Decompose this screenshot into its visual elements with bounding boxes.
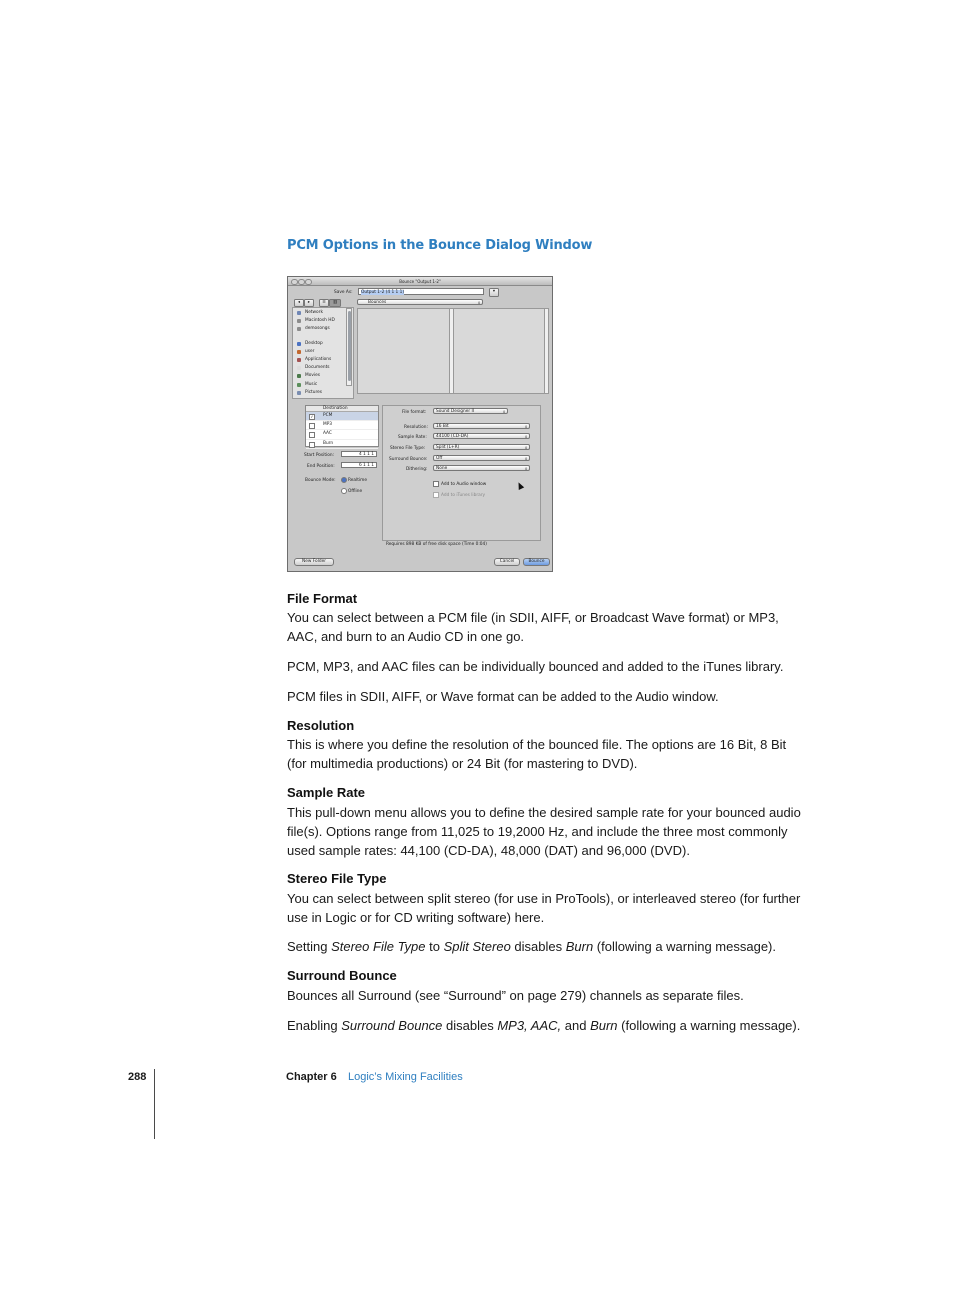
sidebar-item[interactable]: user bbox=[294, 348, 348, 356]
list-view-icon[interactable]: ≡ bbox=[319, 299, 329, 307]
add-to-audio-window-label: Add to Audio window bbox=[441, 482, 487, 487]
bounce-button[interactable]: Bounce bbox=[523, 558, 550, 566]
window-titlebar bbox=[288, 277, 552, 286]
file-format-heading: File Format bbox=[287, 591, 358, 606]
resolution-paragraph: This is where you define the resolution of the bounced file. The options are 16 Bit, 8 Bit (for multimedia productions) or 24 Bit (for mastering to DVD). bbox=[287, 737, 787, 771]
sidebar-scrollbar[interactable] bbox=[346, 308, 352, 386]
realtime-radio[interactable] bbox=[341, 477, 347, 483]
pictures-icon bbox=[297, 391, 301, 395]
window-title: Bounce "Output 1-2" bbox=[399, 278, 441, 284]
bounce-mode-label: Bounce Mode: bbox=[305, 478, 336, 483]
forward-button[interactable]: ▸ bbox=[304, 299, 314, 307]
file-format-paragraph: PCM files in SDII, AIFF, or Wave format can be added to the Audio window. bbox=[287, 689, 719, 704]
add-to-itunes-label: Add to iTunes library bbox=[441, 493, 486, 498]
column-view-icon[interactable]: ▥ bbox=[329, 299, 341, 307]
resolution-heading: Resolution bbox=[287, 718, 355, 733]
aac-checkbox[interactable] bbox=[309, 432, 315, 438]
surround-bounce-paragraph: Enabling Surround Bounce disables MP3, AAC, and Burn (following a warning message). bbox=[287, 1018, 801, 1033]
surround-bounce-label: Surround Bounce: bbox=[389, 457, 428, 462]
documents-icon bbox=[297, 366, 301, 370]
desktop-icon bbox=[297, 342, 301, 346]
destination-row[interactable]: AAC bbox=[306, 430, 378, 439]
stereo-file-type-popup[interactable]: Split (L+R) ⇕ bbox=[433, 444, 530, 450]
sidebar-item[interactable]: Macintosh HD bbox=[294, 317, 348, 325]
footer-divider bbox=[154, 1069, 155, 1139]
destination-row[interactable]: Burn bbox=[306, 440, 378, 449]
destination-header: Destination bbox=[306, 406, 378, 412]
browser-column-2[interactable] bbox=[452, 308, 546, 394]
dithering-popup[interactable]: None ⇕ bbox=[433, 465, 530, 471]
start-position-field[interactable]: 4 1 1 1 bbox=[341, 451, 377, 457]
offline-radio[interactable] bbox=[341, 488, 347, 494]
end-position-label: End Position: bbox=[307, 464, 335, 469]
surround-bounce-popup[interactable]: Off ⇕ bbox=[433, 455, 530, 461]
expand-dialog-button[interactable]: ▾ bbox=[489, 288, 499, 297]
surround-bounce-heading: Surround Bounce bbox=[287, 968, 397, 983]
add-to-audio-window-checkbox[interactable] bbox=[433, 481, 439, 487]
resolution-label: Resolution: bbox=[404, 425, 428, 430]
folder-popup[interactable]: Bounces ⇕ bbox=[357, 299, 483, 305]
music-icon bbox=[297, 383, 301, 387]
realtime-label: Realtime bbox=[348, 478, 367, 483]
sample-rate-paragraph: This pull-down menu allows you to define the desired sample rate for your bounced audio file(s). Options range from 11,025 to 19,2000 Hz, and include the three most commonly used sample rates: 44,100 (CD-DA), 48,000 (DAT) and 96,000 (DVD). bbox=[287, 805, 801, 858]
network-icon bbox=[297, 311, 301, 315]
stereo-file-type-heading: Stereo File Type bbox=[287, 871, 387, 886]
stereo-file-type-paragraph: You can select between split stereo (for use in ProTools), or interleaved stereo (for further use in Logic or for CD writing software) here. bbox=[287, 891, 801, 925]
sidebar-item[interactable]: demosongs bbox=[294, 325, 348, 333]
save-as-label: Save As: bbox=[334, 290, 353, 295]
sample-rate-popup[interactable]: 44100 (CD-DA) ⇕ bbox=[433, 433, 530, 439]
sidebar-list bbox=[294, 309, 348, 397]
offline-label: Offline bbox=[348, 489, 363, 494]
sidebar-item[interactable]: Documents bbox=[294, 364, 348, 372]
new-folder-button[interactable]: New Folder bbox=[294, 558, 334, 566]
dithering-label: Dithering: bbox=[406, 467, 428, 472]
page-number: 288 bbox=[128, 1071, 147, 1083]
resolution-popup[interactable]: 16 Bit ⇕ bbox=[433, 423, 530, 429]
browser-column-1[interactable] bbox=[357, 308, 451, 394]
pcm-checkbox[interactable]: ✓ bbox=[310, 414, 314, 419]
sample-rate-heading: Sample Rate bbox=[287, 785, 366, 800]
stereo-file-type-label: Stereo File Type: bbox=[390, 446, 426, 451]
end-position-field[interactable]: 6 1 1 1 bbox=[341, 462, 377, 468]
chapter-label: Chapter 6 bbox=[286, 1071, 337, 1083]
destination-table bbox=[305, 405, 379, 447]
file-format-paragraph: PCM, MP3, and AAC files can be individually bounced and added to the iTunes library. bbox=[287, 659, 784, 674]
surround-bounce-paragraph: Bounces all Surround (see “Surround” on page 279) channels as separate files. bbox=[287, 988, 744, 1003]
file-format-label: File format: bbox=[402, 410, 427, 415]
burn-checkbox[interactable] bbox=[309, 442, 315, 448]
sidebar-item[interactable]: Network bbox=[294, 309, 348, 317]
applications-icon bbox=[297, 358, 301, 362]
column-scrollbar[interactable] bbox=[544, 308, 549, 394]
sidebar-item[interactable]: Applications bbox=[294, 356, 348, 364]
home-icon bbox=[297, 350, 301, 354]
hard-drive-icon bbox=[297, 319, 301, 323]
add-to-itunes-checkbox[interactable] bbox=[433, 492, 439, 498]
save-as-input[interactable]: Output 1-2 (4 1 1 1) bbox=[358, 288, 484, 295]
movies-icon bbox=[297, 374, 301, 378]
destination-row[interactable]: MP3 bbox=[306, 421, 378, 430]
sidebar-item[interactable]: Desktop bbox=[294, 340, 348, 348]
disk-space-info: Requires 898 KB of free disk space (Time 0:04) bbox=[386, 542, 487, 547]
disk-icon bbox=[297, 327, 301, 331]
sidebar-item[interactable]: Pictures bbox=[294, 389, 348, 397]
file-format-popup[interactable]: Sound Designer II ⇕ bbox=[433, 408, 508, 414]
file-format-paragraph: You can select between a PCM file (in SDII, AIFF, or Broadcast Wave format) or MP3, AAC, and burn to an Audio CD in one go. bbox=[287, 610, 779, 644]
section-title: PCM Options in the Bounce Dialog Window bbox=[287, 238, 593, 253]
sidebar-item[interactable]: Music bbox=[294, 381, 348, 389]
stereo-file-type-paragraph: Setting Stereo File Type to Split Stereo disables Burn (following a warning message). bbox=[287, 939, 776, 954]
sidebar-item[interactable]: Movies bbox=[294, 372, 348, 380]
sample-rate-label: Sample Rate: bbox=[398, 435, 427, 440]
destination-row[interactable]: ✓ PCM bbox=[306, 412, 378, 421]
bounce-dialog-screenshot bbox=[287, 276, 553, 572]
start-position-label: Start Position: bbox=[304, 453, 335, 458]
cancel-button[interactable]: Cancel bbox=[494, 558, 520, 566]
back-button[interactable]: ◂ bbox=[294, 299, 304, 307]
chapter-title-link[interactable]: Logic’s Mixing Facilities bbox=[348, 1071, 463, 1083]
sidebar-scrollbar-thumb[interactable] bbox=[348, 311, 351, 381]
column-scrollbar[interactable] bbox=[449, 308, 454, 394]
mp3-checkbox[interactable] bbox=[309, 423, 315, 429]
